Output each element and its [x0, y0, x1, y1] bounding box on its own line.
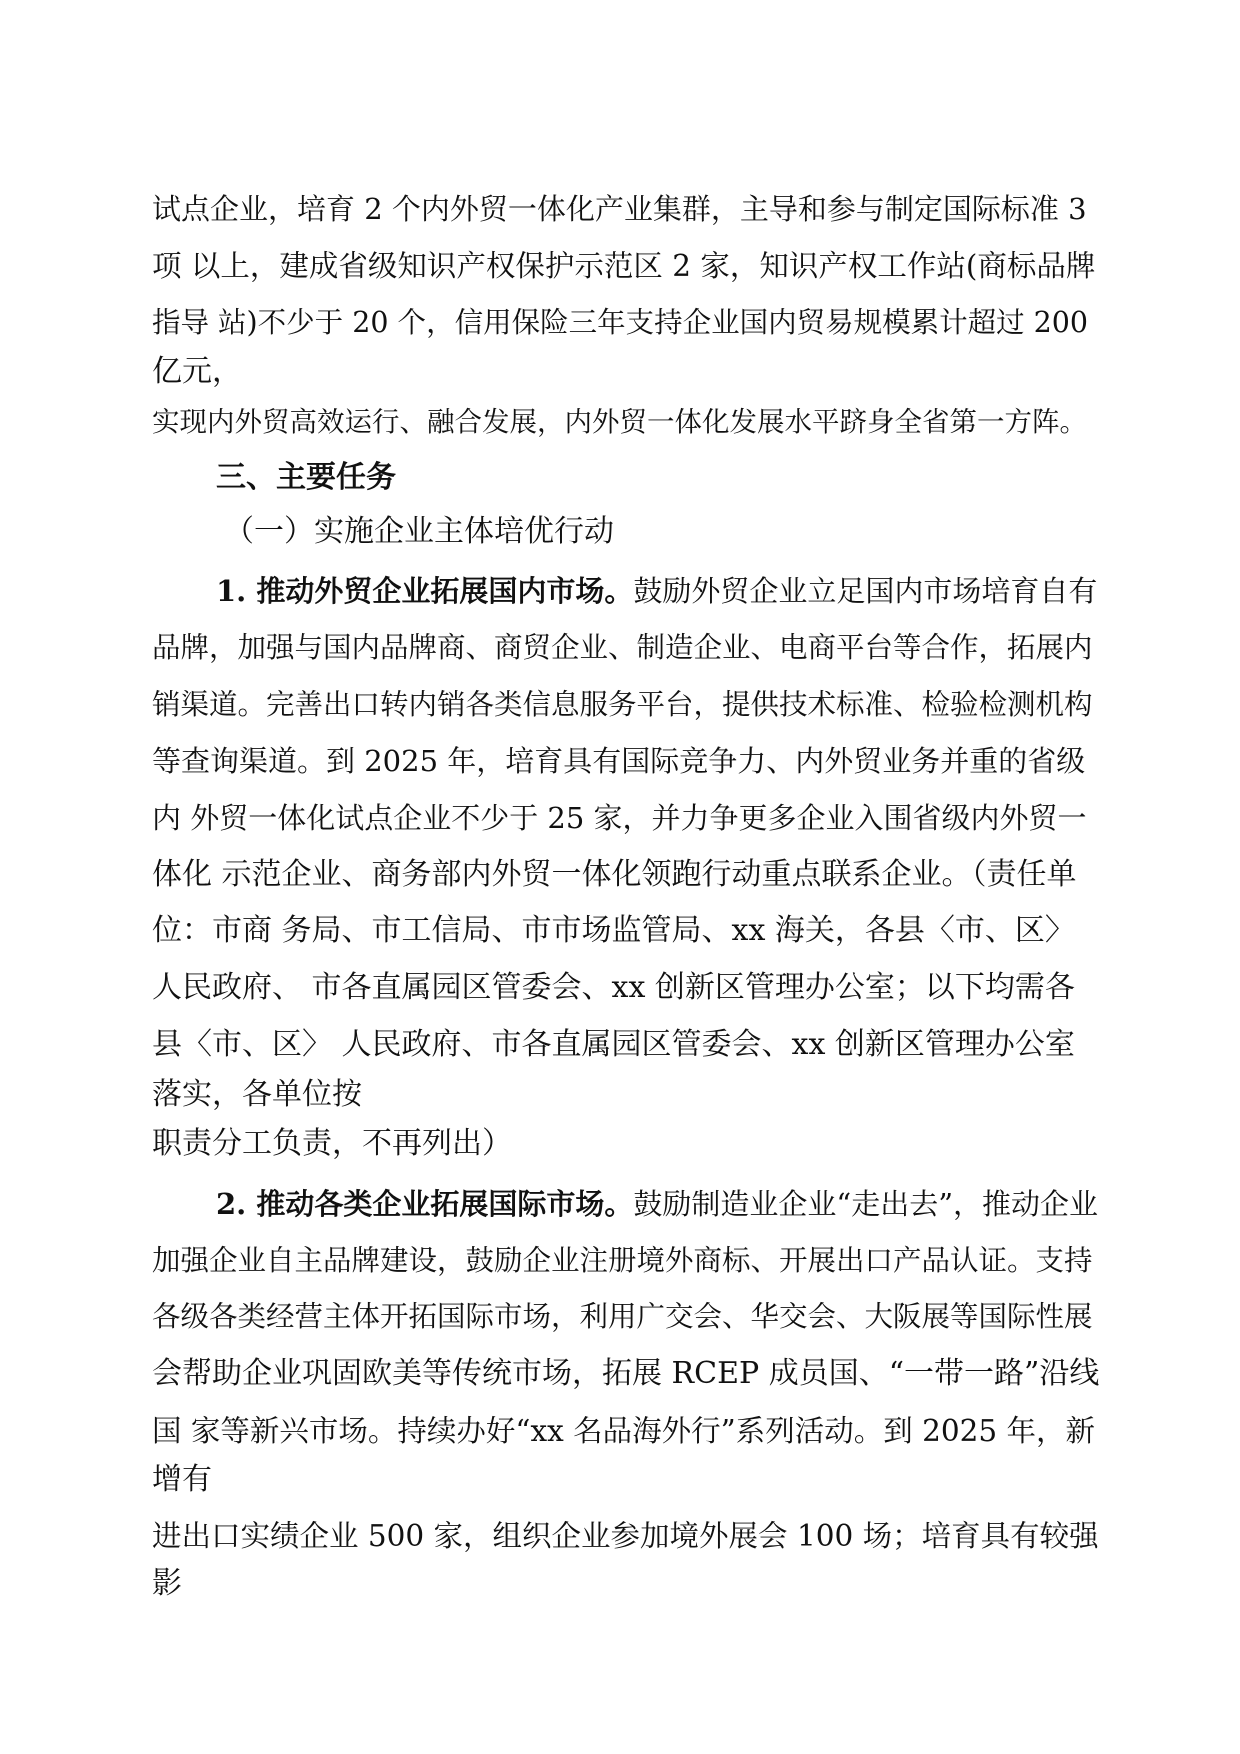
section-heading: 三、主要任务: [216, 460, 396, 495]
body-text-line: 人民政府、 市各直属园区管委会、xx 创新区管理办公室；以下均需各: [152, 970, 1075, 1005]
item2-first-line: [216, 1184, 1098, 1224]
body-text-line: 会帮助企业巩固欧美等传统市场，拓展 RCEP 成员国、“一带一路”沿线: [152, 1356, 1100, 1391]
body-text-line: 国 家等新兴市场。持续办好“xx 名品海外行”系列活动。到 2025 年，新: [152, 1414, 1096, 1448]
body-text-line: 指导 站)不少于 20 个，信用保险三年支持企业国内贸易规模累计超过 200: [152, 306, 1089, 339]
body-text-line: 影: [152, 1566, 182, 1601]
body-text-line: 实现内外贸高效运行、融合发展，内外贸一体化发展水平跻身全省第一方阵。: [152, 406, 1087, 438]
body-text-line: 试点企业，培育 2 个内外贸一体化产业集群，主导和参与制定国际标准 3: [152, 192, 1087, 226]
body-text-line: 各级各类经营主体开拓国际市场，利用广交会、华交会、大阪展等国际性展: [152, 1300, 1093, 1333]
body-text-line: 等查询渠道。到 2025 年，培育具有国际竞争力、内外贸业务并重的省级: [152, 744, 1086, 778]
body-text-line: 销渠道。完善出口转内销各类信息服务平台，提供技术标准、检验检测机构: [152, 688, 1093, 721]
body-text-line: 职责分工负责，不再列出）: [152, 1126, 512, 1161]
body-text-line: 进出口实绩企业 500 家，组织企业参加境外展会 100 场；培育具有较强: [152, 1519, 1099, 1553]
item1-first-line: [216, 571, 1097, 611]
body-text-line: 落实，各单位按: [152, 1077, 362, 1112]
body-text-line: 位：市商 务局、市工信局、市市场监管局、xx 海关，各县〈市、区〉: [152, 913, 1075, 948]
item1-first-line-text: 鼓励外贸企业立足国内市场培育自有: [633, 574, 1098, 608]
item2-lead: 2. 推动各类企业拓展国际市场。: [216, 1187, 634, 1221]
body-text-line: 县〈市、区〉 人民政府、市各直属园区管委会、xx 创新区管理办公室: [152, 1027, 1075, 1062]
body-text-line: 体化 示范企业、商务部内外贸一体化领跑行动重点联系企业。（责任单: [152, 857, 1077, 892]
body-text-line: 内 外贸一体化试点企业不少于 25 家，并力争更多企业入围省级内外贸一: [152, 801, 1087, 835]
subsection-heading: （一）实施企业主体培优行动: [224, 514, 614, 549]
body-text-line: 亿元，: [152, 354, 242, 389]
body-text-line: 加强企业自主品牌建设，鼓励企业注册境外商标、开展出口产品认证。支持: [152, 1244, 1093, 1277]
item2-first-line-text: 鼓励制造业企业“走出去”，推动企业: [633, 1187, 1099, 1221]
body-text-line: 增有: [152, 1462, 212, 1497]
body-text-line: 项 以上，建成省级知识产权保护示范区 2 家，知识产权工作站(商标品牌: [152, 249, 1096, 283]
item1-lead: 1. 推动外贸企业拓展国内市场。: [216, 574, 634, 608]
body-text-line: 品牌，加强与国内品牌商、商贸企业、制造企业、电商平台等合作，拓展内: [152, 631, 1093, 664]
